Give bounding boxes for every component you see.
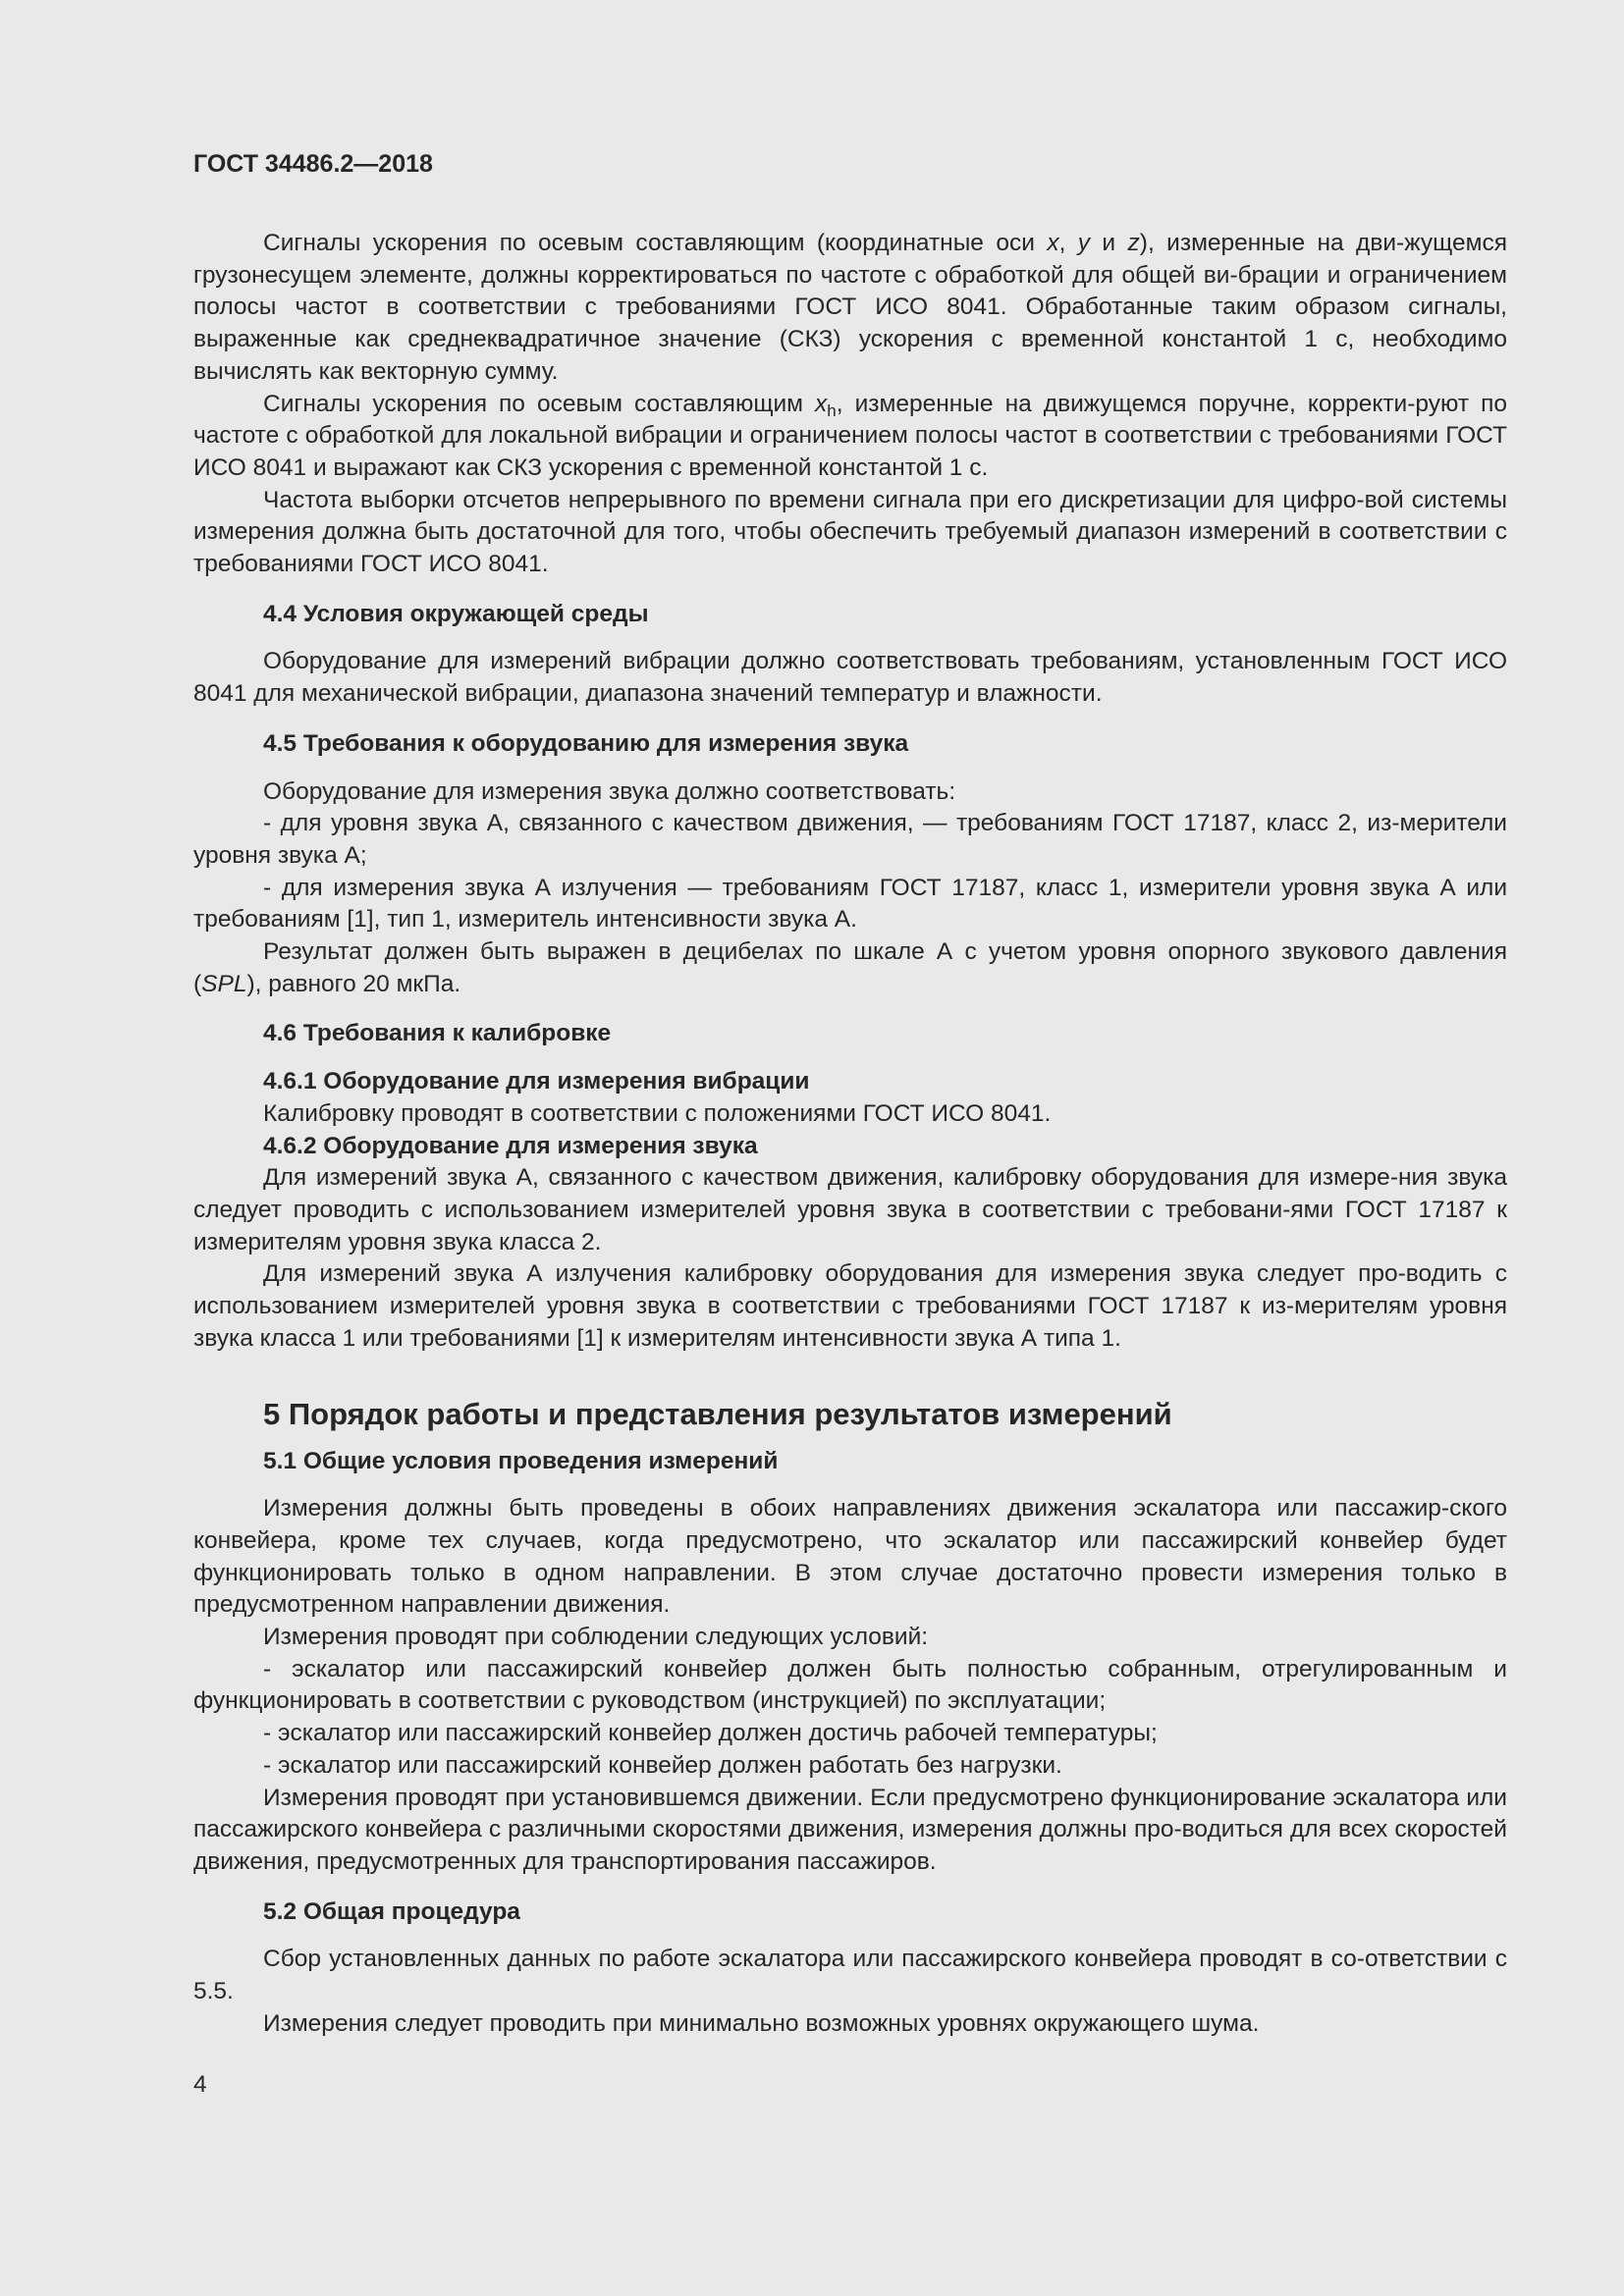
section-4-4-title: 4.4 Условия окружающей среды	[263, 600, 649, 627]
paragraph-sound-calibration-1: Для измерений звука А, связанного с качеством движения, калибровку оборудования для измере-ния звука следует проводить с использованием измерителей уровня звука в соответствии с требовани-ями ГОСТ 17187 к измерителям уровня звука класса 2.	[193, 1164, 1507, 1255]
paragraph-measurement-directions: Измерения должны быть проведены в обоих направлениях движения эскалатора или пассажир-ского конвейера, кроме тех случаев, когда предусмотрено, что эскалатор или пассажирский конвейер будет функционировать только в одном направлении. В этом случае достаточно провести измерения только в предусмотренном направлении движения.	[193, 1495, 1507, 1619]
list-item-temperature: - эскалатор или пассажирский конвейер должен достичь рабочей температуры;	[263, 1720, 1158, 1747]
spl-term: SPL	[201, 970, 247, 997]
paragraph-sound-equipment: Оборудование для измерения звука должно соответствовать:	[263, 777, 956, 805]
section-5-1-title: 5.1 Общие условия проведения измерений	[263, 1447, 779, 1474]
list-item-assembled: - эскалатор или пассажирский конвейер должен быть полностью собранным, отрегулированным и функционировать в соответствии с руководством (инструкцией) по эксплуатации;	[193, 1655, 1507, 1715]
variable-xh: x	[815, 390, 828, 417]
document-header: ГОСТ 34486.2—2018	[193, 150, 433, 178]
page-number: 4	[193, 2071, 207, 2098]
section-5-2-title: 5.2 Общая процедура	[263, 1897, 520, 1925]
paragraph-sampling-rate: Частота выборки отсчетов непрерывного по времени сигнала при его дискретизации для цифро-вой системы измерения должна быть достаточной для того, чтобы обеспечить требуемый диапазон измерений в соответствии с требованиями ГОСТ ИСО 8041.	[193, 486, 1507, 578]
paragraph-ambient-noise: Измерения следует проводить при минимально возможных уровнях окружающего шума.	[263, 2009, 1260, 2037]
paragraph-handrail-signals: Сигналы ускорения по осевым составляющим $x_h$, измеренные на движущемся поручне, корректи-руют по частоте с обработкой для локальной вибрации и ограничением полосы частот в соответствии с требованиями ГОСТ ИСО 8041 и выражают как СКЗ ускорения с временной константой 1 с.	[193, 390, 1507, 481]
paragraph-data-collection: Сбор установленных данных по работе эскалатора или пассажирского конвейера проводят в со-ответствии с 5.5.	[193, 1946, 1507, 2005]
axis-y: y	[1077, 230, 1091, 256]
paragraph-environment: Оборудование для измерений вибрации должно соответствовать требованиям, установленным ГОСТ ИСО 8041 для механической вибрации, диапазона значений температур и влажности.	[193, 648, 1507, 708]
axis-z: z	[1127, 230, 1140, 256]
list-item-sound-level: - для уровня звука А, связанного с качеством движения, — требованиям ГОСТ 17187, класс 2, из-мерители уровня звука А;	[193, 810, 1507, 869]
paragraph-vibration-calibration: Калибровку проводят в соответствии с положениями ГОСТ ИСО 8041.	[263, 1099, 1052, 1127]
list-item-sound-emission: - для измерения звука А излучения — требованиям ГОСТ 17187, класс 1, измерители уровня звука А или требованиям [1], тип 1, измеритель интенсивности звука А.	[193, 874, 1507, 934]
section-4-5-title: 4.5 Требования к оборудованию для измерения звука	[263, 729, 909, 757]
section-4-6-1-title: 4.6.1 Оборудование для измерения вибрации	[263, 1068, 810, 1095]
page-content	[193, 147, 1507, 2040]
section-4-6-title: 4.6 Требования к калибровке	[263, 1020, 612, 1047]
section-4-6-2-title: 4.6.2 Оборудование для измерения звука	[263, 1132, 758, 1159]
section-5-title: 5 Порядок работы и представления результатов измерений	[263, 1396, 1172, 1431]
list-item-no-load: - эскалатор или пассажирский конвейер должен работать без нагрузки.	[263, 1751, 1062, 1779]
paragraph-steady-motion: Измерения проводят при установившемся движении. Если предусмотрено функционирование эскалатора или пассажирского конвейера с различными скоростями движения, измерения должны про-водиться для всех скоростей движения, предусмотренных для транспортирования пассажиров.	[193, 1784, 1507, 1875]
paragraph-sound-calibration-2: Для измерений звука А излучения калибровку оборудования для измерения звука следует про-водить с использованием измерителей уровня звука в соответствии с требованиями ГОСТ 17187 к из-мерителям уровня звука класса 1 или требованиями [1] к измерителям интенсивности звука А типа 1.	[193, 1260, 1507, 1352]
paragraph-acceleration-signals: Сигналы ускорения по осевым составляющим (координатные оси x, y и z), измеренные на дви-жущемся грузонесущем элементе, должны корректироваться по частоте с обработкой для общей ви-брации и ограничением полосы частот в соответствии с требованиями ГОСТ ИСО 8041. Обработанные таким образом сигналы, выраженные как среднеквадратичное значение (СКЗ) ускорения с временной константой 1 с, необходимо вычислять как векторную сумму.	[193, 230, 1507, 385]
axis-x: x	[1047, 230, 1059, 256]
paragraph-spl-result: Результат должен быть выражен в децибелах по шкале А с учетом уровня опорного звукового давления (SPL), равного 20 мкПа.	[193, 938, 1507, 997]
paragraph-conditions-intro: Измерения проводят при соблюдении следующих условий:	[263, 1624, 929, 1651]
